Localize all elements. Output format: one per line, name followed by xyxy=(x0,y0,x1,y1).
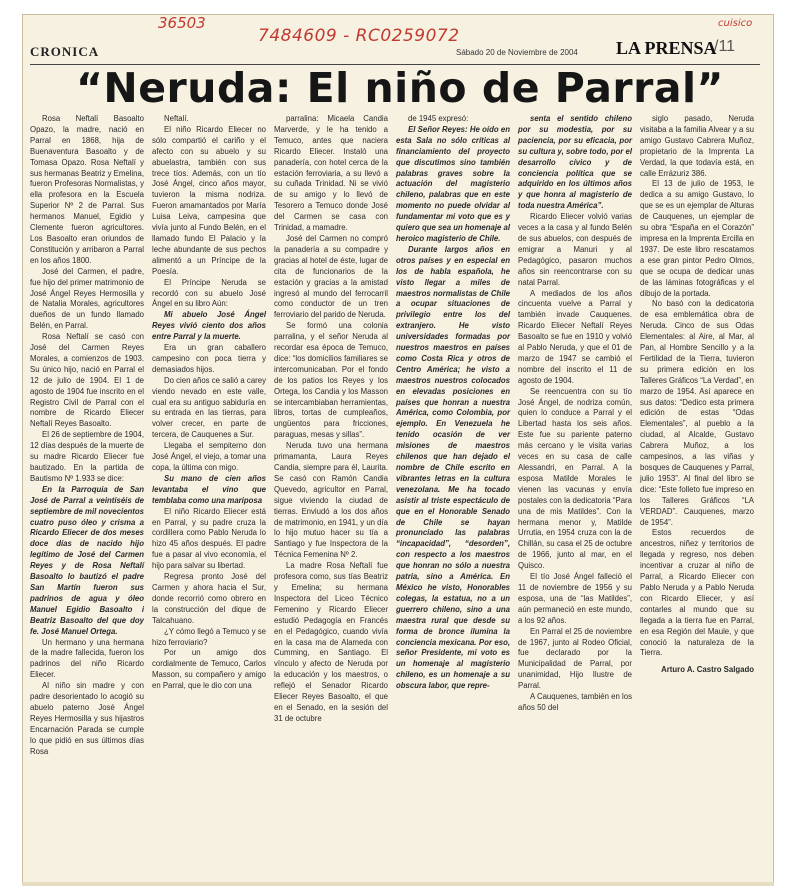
paragraph: Rosa Neftalí se casó con José del Carmen Reyes Morales, a comienzos de 1903. Su único hijo, nació en Parral el 12 de julio de 1904. El 1 de agosto de 1904 fue inscrito en el Registro Civil de Parral con el nombre de Ricardo Eliecer Neftalí Reyes Basoalto. xyxy=(30,332,144,429)
paragraph: Neftalí. xyxy=(164,114,189,123)
article-column-1 xyxy=(30,114,144,757)
quote-paragraph: senta el sentido chileno por su modestia, por su paciencia, por su eficacia, por su cultura y, sobre todo, por el desarrollo cívico y de conciencia política que se adquirido en los últimos años y que honra al magisterio de toda nuestra América”. xyxy=(518,114,632,211)
paragraph: El 26 de septiembre de 1904, 12 días después de la muerte de su madre Ricardo Eliecer fue bautizado. En la partida de Bautismo Nº 1.933 se dice: xyxy=(30,430,144,483)
section-label: CRONICA xyxy=(30,44,100,59)
handwritten-code-1: 36503 xyxy=(158,14,206,32)
newspaper-name: LA PRENSA xyxy=(616,38,717,58)
quote-paragraph: Durante largos años en otros países y en especial en los de habla española, he visto llegar a miles de maestros normalistas de Chile a ocupar situaciones de privilegio entre los del extranjero. He visto universidades formadas por nuestros maestros en países como Costa Rica y otros de Centro América; he visto a maestros nuestros colocados en elevadas posiciones en países que honran a nuestra América, como Colombia, por ejemplo. En Venezuela he tenido ocasión de ver misiones de maestros chilenos que han dejado el nombre de Chile escrito en vibrantes letras en la cultura venezolana. Me ha tocado asistir al triste espectáculo de que en el Honorable Senado de Chile se hayan pronunciado las palabras “incapacidad”, “desorden”, con respecto a los maestros que honran no sólo a nuestra patria, sino a América. En México he visto, Honorables colegas, la estatua, no a un guerrero chileno, sino a una maestra rural que desde su forma de bronce ilumina la conciencia mexicana. Por eso, señor Presidente, mi voto es un homenaje al magisterio chileno, es un homenaje a su obscura labor, que repre- xyxy=(396,244,510,691)
paragraph: Do cien años ce salió a carey viendo nevado en este valle, cual era su antiguo sabiduría en su entrada en las tierras, para volver crecer, en parte de tercera, de Cauquenes a Sur. xyxy=(152,375,266,440)
handwritten-code-2: 7484609 - RC0259072 xyxy=(258,26,460,46)
paragraph: A Cauquenes, también en los años 50 del xyxy=(518,692,632,712)
article-column-4 xyxy=(396,114,510,692)
paragraph: Estos recuerdos de ancestros, niñez y territorios de llegada y regreso, nos deben incentivar a cruzar al niño de Parral, a Ricardo Eliecer con Pablo Neruda y a Pablo Neruda con Ricardo Eliecer, y así contarles al mundo que su llegada a la tierra fue en Parral, en esa Región del Maule, y que conoció la naturaleza de la Tierra. xyxy=(640,528,754,658)
quote-paragraph: El Señor Reyes: He oído en esta Sala no sólo críticas al financiamiento del proyecto que discutimos sino también palabras graves sobre la actuación del magisterio chileno, palabras que en este momento no puede olvidar al fundamentar mi voto que es y quiero que sea un homenaje al heroico magisterio de Chile. xyxy=(396,124,510,243)
paragraph: José del Carmen no compró la panadería a su compadre y gracias al hotel de éste, lugar de cita de funcionarios de la estación y gracias a la amistad ingresó al mundo del ferrocarril como conductor de un tren ferroviario del parido de Neruda. xyxy=(274,233,388,320)
paragraph: En Parral el 25 de noviembre de 1967, junto al Rodeo Oficial, fue declarado por la Municipalidad de Parral, por unanimidad, Hijo Ilustre de Parral. xyxy=(518,626,632,691)
paragraph: Un hermano y una hermana de la madre fallecida, fueron los padrinos del niño Ricardo Eliecer. xyxy=(30,637,144,680)
paragraph: Ricardo Eliecer volvió varias veces a la casa y al fundo Belén de sus abuelos, con después de emigrar a Manuri y al Pedagógico, pasaron muchos años sin reencontrarse con su natal Parral. xyxy=(518,212,632,287)
page-number: /11 xyxy=(714,38,736,55)
paragraph: El 13 de julio de 1953, le dedica a su amigo Gustavo, lo que se es un ejemplar de Alturas de Cauquenes, un ejemplar de su obra “España en el Corazón” impresa en la Imprenta Ercilla en 1937. De este libro rescatamos a ese gran pintor Pedro Olmos, que se ocupa de dedicar unas de las láminas fotográficas y el dibujo de la portada. xyxy=(640,179,754,298)
paragraph: Se formó una colonia parralina, y el señor Neruda al recordar esa época de Temuco, dice: “los domicilios familiares se intercomunicaban. Por el fondo de los patios los Reyes y los Ortega, los Candia y los Masson se intercambiaban herramientas, libros, tortas de cumpleaños, ungüentos para fricciones, paraguas, mesas y sillas”. xyxy=(274,321,388,440)
author-signature: Arturo A. Castro Salgado xyxy=(661,665,754,675)
paragraph: No basó con la dedicatoria de esa emblemática obra de Neruda. Cinco de sus Odas Elementales: al Aire, al Mar, al Pan, al Hombre Sencillo y a la Fertilidad de la Tierra, tuvieron su primera edición en los Talleres Gráficos “La Verdad”, en marzo de 1954. Así aparece en sus datos: “Dedico esta primera edición de estas “Odas Elementales”, al pueblo a la ciudad, al Alcalde, Gustavo Cabrera Muñoz, a los campesinos, a las viñas y bosques de Cauquenes y Parral, julio 1953”. Al final del libro se dice: “Este folleto fue impreso en los Talleres Gráficos “LA VERDAD”. Cauquenes, marzo de 1954”. xyxy=(640,299,754,527)
quote-paragraph: Su mano de cien años levantaba el vino que temblaba como una mariposa xyxy=(152,473,266,505)
paragraph: Era un gran caballero campesino con poca tierra y demasiados hijos. xyxy=(152,343,266,374)
paragraph: Se reencuentra con su tío José Ángel, de nodriza común, quien lo conduce a Parral y el Libertad hasta los seis años. Este fue su pariente paterno más cercano y le visita varias veces en su casa de calle Alessandri, en Parral. A la esposa Matilde Morales le vienen las vacunas y envía postales con la dedicatoria “Para una de mis Matildes”. Con la hermana menor y, Matilde Urrutia, en 1954 cruza con la de Chillán, su casa el 25 de octubre de 1966, junto al mar, en el Quisco. xyxy=(518,386,632,571)
paragraph: ¿Y cómo llegó a Temuco y se hizo ferroviario? xyxy=(152,626,266,647)
paragraph: A mediados de los años cincuenta vuelve a Parral y también invade Cauquenes. Ricardo Eliecer Neftalí Reyes Basoalto se fue en 1910 y volvió al Pablo Neruda, y que el 01 de marzo de 1947 se cambió el nombre del inscrito el 11 de agosto de 1904. xyxy=(518,288,632,385)
paragraph: El Príncipe Neruda se recordó con su abuelo José Ángel en su libro Aún: xyxy=(152,277,266,309)
paragraph: parralina: Micaela Candia Marverde, y le ha tenido a Temuco, antes que naciera Ricardo Eliecer. Instaló una panadería, con hotel cerca de la estación ferroviaria, a su llevó a su cuñada Trinidad. Ni se vivió de su amigo y lo llevó de Tesorero a Temuco donde José del Carmen se casa con Trinidad, a mamadre. xyxy=(274,114,388,233)
quote-paragraph: En la Parroquia de San José de Parral a veintiséis de septiembre de mil novecientos cuatro puso óleo y crisma a Ricardo Eliecer de dos meses doce días de nacido hijo legítimo de José del Carmen Reyes y de Rosa Neftalí Basoalto lo bautizó el padre San Martín fueron sus padrinos de agua y óleo Manuel Egidio Basoalto i Beatriz Basoalto del que doy fe. José Manuel Ortega. xyxy=(30,484,144,636)
paragraph: José del Carmen, el padre, fue hijo del primer matrimonio de José Ángel Reyes Hermosilla y de Natalia Morales, agricultores dueños de un fundo llamado Belén, en Parral. xyxy=(30,266,144,331)
paragraph: El tío José Ángel falleció el 11 de noviembre de 1956 y su esposa, una de “las Matildes”, aún permaneció en este mundo, a los 92 años. xyxy=(518,572,632,625)
paragraph: siglo pasado, Neruda visitaba a la familia Alvear y a su amigo Gustavo Cabrera Muñoz, propietario de la Imprenta La Verdad, la que todavía está, en calle Errázuriz 386. xyxy=(640,114,754,178)
paragraph: La madre Rosa Neftalí fue profesora como, sus tías Beatriz y Emelina; su hermana Inspectora del Liceo Técnico Femenino y Ricardo Eliecer estudió Pedagogía en Francés en el Pedagógico, cuando vivía en la casa ma de Alameda con Cumming, en Santiago. El vínculo y afecto de Neruda por la educación y los maestros, o reflejó el Senador Ricardo Eliecer Reyes Basoalto, el que en el Senado, en la sesión del 31 de octubre xyxy=(274,561,388,723)
paragraph: Al niño sin madre y con padre desorientado lo acogió su abuelo paterno José Ángel Reyes Hermosilla y sus hijastros Encarnación Parada se cumple lo que pidió en sus últimos días Rosa xyxy=(30,681,144,756)
paragraph: Neruda tuvo una hermana primamanta, Laura Reyes Candia, siempre para él, Laurita. Se casó con Ramón Candia Quevedo, agricultor en Parral, sigue viviendo la ciudad de tierras. Enviudó a los dos años de matrimonio, en 1941, y un día lo hijo mutuo hacer su tía a Santiago y fue Inspectora de la Técnica Femenina Nº 2. xyxy=(274,441,388,560)
paragraph: El niño Ricardo Eliecer no sólo compartió el cariño y el afecto con su abuelo y su abuelastra, también con sus trece tíos. Además, con un tío José Ángel, cinco años mayor, tuvieron la misma nodriza. Fueron amamantados por María Luisa Leiva, campesina que vivía junto al Fundo Belén, en el llamado fundo El Palacio y la leche abundante de sus pechos alimentó a un Príncipe de la Poesía. xyxy=(152,124,266,276)
dateline: Sábado 20 de Noviembre de 2004 xyxy=(456,48,578,57)
article-column-5 xyxy=(518,114,632,714)
page-edge xyxy=(22,882,774,886)
article-column-6 xyxy=(640,114,754,676)
paragraph: de 1945 expresó: xyxy=(408,114,469,123)
article-column-2 xyxy=(152,114,266,692)
paragraph: Regresa pronto José del Carmen y ahora hacia el Sur, donde recorrió como obrero en la construcción del dique de Talcahuano. xyxy=(152,572,266,625)
paragraph: Rosa Neftalí Basoalto Opazo, la madre, nació en Parral en 1868, hija de Buenaventura Basoalto y de Tomasa Opazo. Rosa Neftalí y sus hermanas Beatriz y Emelina, fueron Profesoras Normalistas, y ella profesora en la Escuela Superior Nº 2 de Parral. Sus hermanos Manuel, Egidio y Clemente fueron agricultores. Los Basoalto eran oriundos de Constitución y arribaron a Parral en los años 1800. xyxy=(30,114,144,265)
handwritten-note: cuisico xyxy=(718,18,753,29)
paragraph: Por un amigo dos cordialmente de Temuco, Carlos Masson, su compañero y amigo en Parral, que le dio con una xyxy=(152,648,266,691)
paragraph: Llegaba el sempiterno don José Ángel, el viejo, a tomar una copa, la última con migo. xyxy=(152,441,266,472)
article-column-3 xyxy=(274,114,388,725)
paragraph: El niño Ricardo Eliecer está en Parral, y su padre cruza la cordillera como Pablo Neruda lo hizo 45 años después. El padre fue a pasar al vivo economía, el hijo para salvar su libertad. xyxy=(152,506,266,571)
headline: “Neruda: El niño de Parral” xyxy=(75,64,725,112)
quote-paragraph: Mi abuelo José Ángel Reyes vivió ciento dos años entre Parral y la muerte. xyxy=(152,310,266,342)
